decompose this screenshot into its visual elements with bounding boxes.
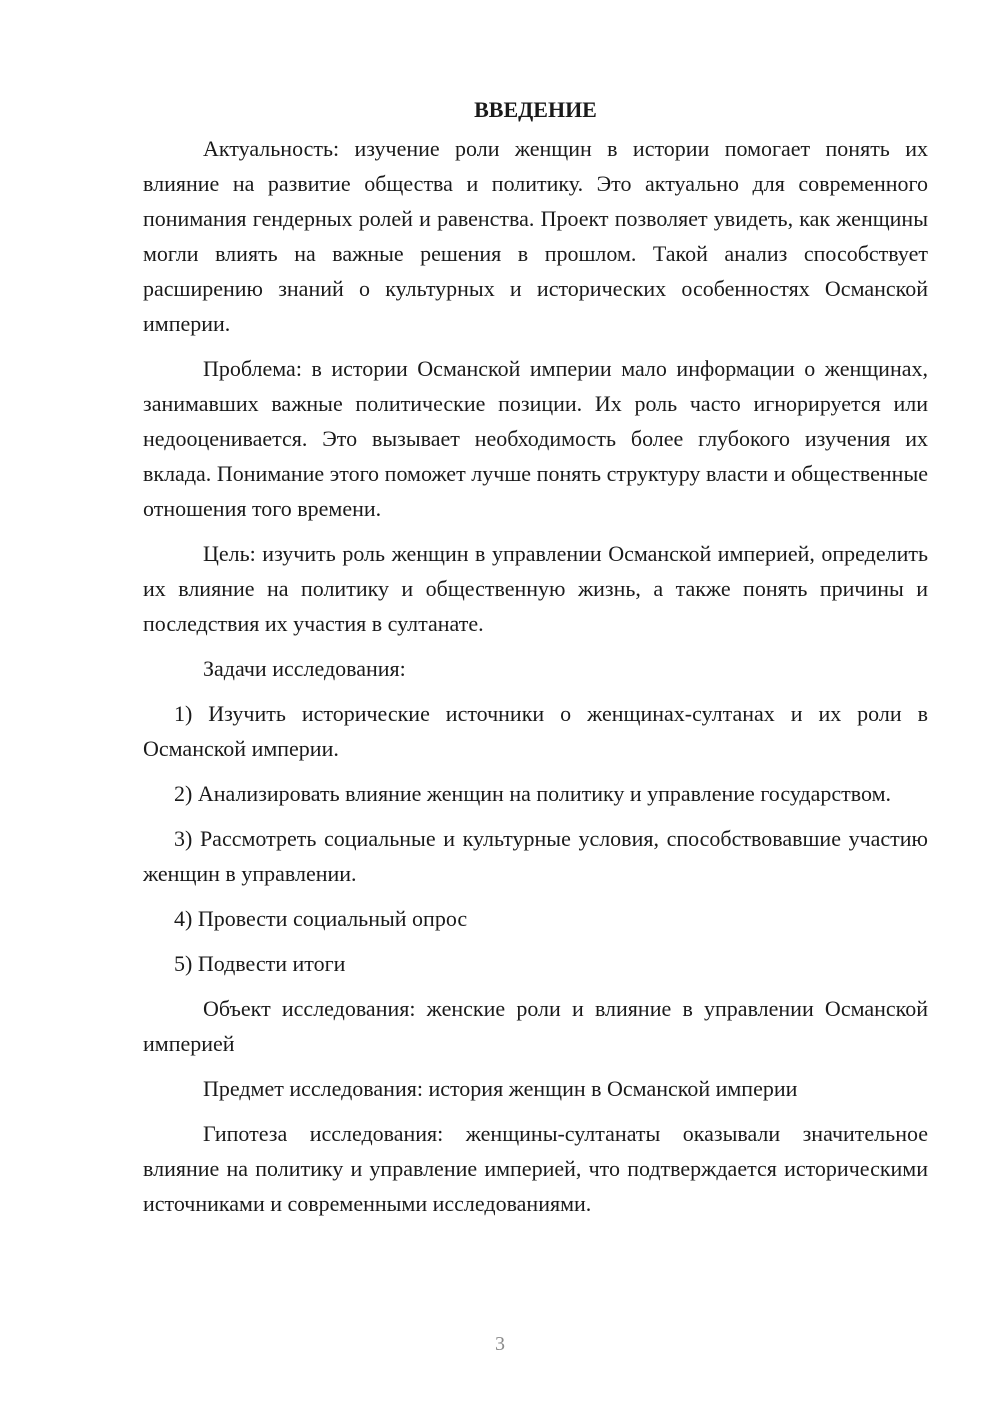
task-item-2: 2) Анализировать влияние женщин на политику и управление государством. xyxy=(174,781,892,806)
document-page xyxy=(143,92,928,1231)
task-item-1: 1) Изучить исторические источники о женщинах-султанах и их роли в Османской империи. xyxy=(143,701,928,761)
problem-paragraph: Проблема: в истории Османской империи мало информации о женщинах, занимавших важные политические позиции. Их роль часто игнорируется или недооценивается. Это вызывает необходимость более глубокого изучения их вклада. Понимание этого поможет лучше понять структуру власти и общественные отношения того времени. xyxy=(143,356,928,521)
subject-paragraph: Предмет исследования: история женщин в Османской империи xyxy=(203,1076,798,1101)
page-title: ВВЕДЕНИЕ xyxy=(474,97,597,122)
task-item-3: 3) Рассмотреть социальные и культурные условия, способствовавшие участию женщин в управлении. xyxy=(143,826,928,886)
goal-paragraph: Цель: изучить роль женщин в управлении Османской империей, определить их влияние на политику и общественную жизнь, а также понять причины и последствия их участия в султанате. xyxy=(143,541,928,636)
tasks-heading: Задачи исследования: xyxy=(203,656,406,681)
relevance-paragraph: Актуальность: изучение роли женщин в истории помогает понять их влияние на развитие общества и политику. Это актуально для современного понимания гендерных ролей и равенства. Проект позволяет увидеть, как женщины могли влиять на важные решения в прошлом. Такой анализ способствует расширению знаний о культурных и исторических особенностях Османской империи. xyxy=(143,136,928,336)
object-paragraph: Объект исследования: женские роли и влияние в управлении Османской империей xyxy=(143,996,928,1056)
task-item-4: 4) Провести социальный опрос xyxy=(174,906,468,931)
task-item-5: 5) Подвести итоги xyxy=(174,951,346,976)
hypothesis-paragraph: Гипотеза исследования: женщины-султанаты оказывали значительное влияние на политику и управление империей, что подтверждается историческими источниками и современными исследованиями. xyxy=(143,1121,928,1216)
page-number: 3 xyxy=(495,1333,505,1355)
